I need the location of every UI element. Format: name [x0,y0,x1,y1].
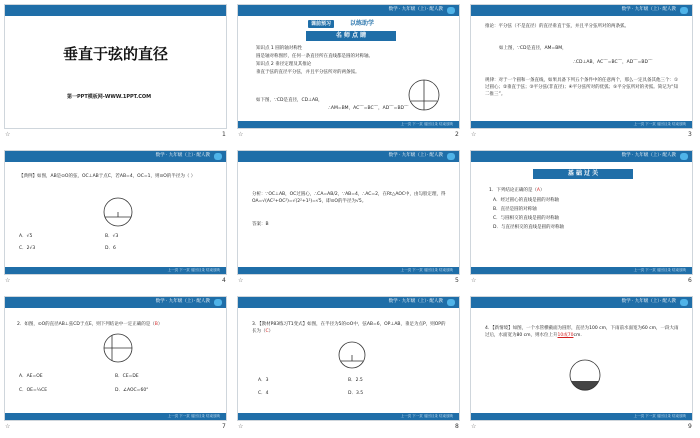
slide-thumbnail-5[interactable] [237,150,460,275]
footer-bar: 上一页 下一页 返回目录 结束放映 [471,413,692,420]
option-c: C．2√3 [19,246,36,251]
option-b: B．2.5 [348,378,363,383]
slide-number: 5 [455,277,459,284]
header-bar: 数学 · 九年级（上）· 配人教 [471,151,692,162]
slide-thumbnail-6[interactable] [470,150,693,275]
text-line: 圆是轴对称图形，任何一条直径所在直线都是圆的对称轴。 [256,54,373,59]
circle-figure [406,75,442,115]
slide-thumbnail-2[interactable] [237,4,460,129]
answer-text: 答案：B [252,222,269,227]
slide-thumbnail-9[interactable] [470,296,693,421]
option-c: C．OE=½CE [19,388,48,393]
footer-bar: 上一页 下一页 返回目录 结束放映 [471,121,692,128]
text-line: ∴CD⊥AB，AC⌒=BC⌒，AD⌒=BD⌒ [573,60,653,65]
text-line: 如上图，∵CD是直径，AM=BM， [499,46,567,51]
footer-bar: 上一页 下一页 返回目录 结束放映 [471,267,692,274]
header-bar: 数学 · 九年级（上）· 配人教 [238,5,459,16]
star-icon[interactable]: ☆ [471,277,477,284]
option-d: D．∠AOC=60° [115,388,149,393]
footer-bar: 上一页 下一页 返回目录 结束放映 [238,267,459,274]
section-banner: 基 础 过 关 [533,169,633,179]
slide-subtitle: 第一PPT模板网-WWW.1PPT.COM [67,94,152,100]
option-c: C．与圆相交的直线是圆的对称轴 [493,216,560,221]
option-c: C．4 [258,391,269,396]
slide-number: 2 [455,131,459,138]
slide-thumbnail-7[interactable] [4,296,227,421]
star-icon[interactable]: ☆ [5,131,11,138]
slide-number: 9 [688,423,692,430]
title-bar [5,5,226,16]
slide-number: 8 [455,423,459,430]
star-icon[interactable]: ☆ [238,131,244,138]
header-bar: 数学 · 九年级（上）· 配人教 [471,5,692,16]
option-d: D．3.5 [348,391,364,396]
analysis-text: 分析：∵OC⊥AB，OC过圆心，∴CA=AB/2，∵AB=4，∴AC=2，在Rt△AOC中，由勾股定理，得OA=√(AC²+OC²)=√(2²+1²)=√5，即⊙O的半径为√5。 [252,192,446,204]
circle-figure [101,195,135,229]
section-tag: 以练助学 [350,20,375,27]
header-bar: 数学 · 九年级（上）· 配人教 [238,297,459,308]
question-text: 【典例】如图，AB是⊙O的弦，OC⊥AB于点C，若AB=4，OC=1，则⊙O的半径为（ ） [19,174,196,179]
circle-figure [101,331,135,365]
slide-number: 1 [222,131,226,138]
question-text: 4．【新情境】如图，一个水管横截面为圆形，直径为100 cm，下雨前水面宽为60 cm，一段大雨过后，水面宽为80 cm，则水位上升10或70cm. [485,326,679,338]
text-line: ∴AM=BM，AC⌒=BC⌒，AD⌒=BD⌒ [328,106,409,111]
slide-thumbnail-4[interactable] [4,150,227,275]
section-badge: 课前预习 [308,20,334,28]
option-a: A．经过圆心的直线是圆的对称轴 [493,198,560,203]
footer-bar: 上一页 下一页 返回目录 结束放映 [5,267,226,274]
slide-title: 垂直于弦的直径 [62,45,168,63]
question-text: 2．如图，⊙O的直径AB⊥弦CD于点E，则下列结论中一定正确的是（B） [17,322,163,327]
option-b: B．√3 [105,234,119,239]
circle-figure [336,339,368,371]
text-paragraph: 规律：对于一个圆和一条直线，如果具备下列五个条件中的任意两个，那么一定具备其他三个：①过圆心；②垂直于弦；③平分弦(非直径)；④平分弦所对的优弧；⑤平分弦所对的劣弧。简记为“知二推三”。 [485,78,679,97]
option-d: D．6 [105,246,116,251]
question-text: 3．【教材P83练习T1变式】如图，在半径为5的⊙O中，弦AB=6，OP⊥AB，垂足为点P，则OP的长为（C） [252,322,446,334]
pipe-cross-section-figure [565,355,605,395]
option-a: A．3 [258,378,269,383]
question-text: 1．下列结论正确的是（A） [489,188,545,193]
text-line: 垂直于弦的直径平分弦，并且平分弦所对的两条弧。 [256,70,360,75]
footer-bar: 上一页 下一页 返回目录 结束放映 [238,413,459,420]
star-icon[interactable]: ☆ [471,131,477,138]
text-line: 如下图，∵CD是直径，CD⊥AB， [256,98,323,103]
star-icon[interactable]: ☆ [238,277,244,284]
text-line: 知识点 2 垂径定理及其推论 [256,62,312,67]
header-bar: 数学 · 九年级（上）· 配人教 [238,151,459,162]
footer-bar: 上一页 下一页 返回目录 结束放映 [5,413,226,420]
slide-number: 3 [688,131,692,138]
star-icon[interactable]: ☆ [5,277,11,284]
section-banner: 名 师 点 睛 [306,31,396,41]
slide-number: 7 [222,423,226,430]
header-bar: 数学 · 九年级（上）· 配人教 [5,151,226,162]
option-a: A．√5 [19,234,33,239]
option-b: B．CE=DE [115,374,139,379]
slide-number: 6 [688,277,692,284]
header-bar: 数学 · 九年级（上）· 配人教 [5,297,226,308]
slide-thumbnail-1[interactable] [4,4,227,129]
star-icon[interactable]: ☆ [238,423,244,430]
text-line: 知识点 1 圆的轴对称性 [256,46,303,51]
header-bar: 数学 · 九年级（上）· 配人教 [471,297,692,308]
text-line: 推论：平分弦（不是直径）的直径垂直于弦，并且平分弦所对的两条弧。 [485,24,629,29]
star-icon[interactable]: ☆ [5,423,11,430]
option-b: B．直径是圆的对称轴 [493,207,537,212]
option-d: D．与直径相交的直线是圆的对称轴 [493,225,564,230]
star-icon[interactable]: ☆ [471,423,477,430]
slide-thumbnail-8[interactable] [237,296,460,421]
footer-bar: 上一页 下一页 返回目录 结束放映 [238,121,459,128]
slide-thumbnail-3[interactable] [470,4,693,129]
slide-number: 4 [222,277,226,284]
option-a: A．AE=OE [19,374,43,379]
